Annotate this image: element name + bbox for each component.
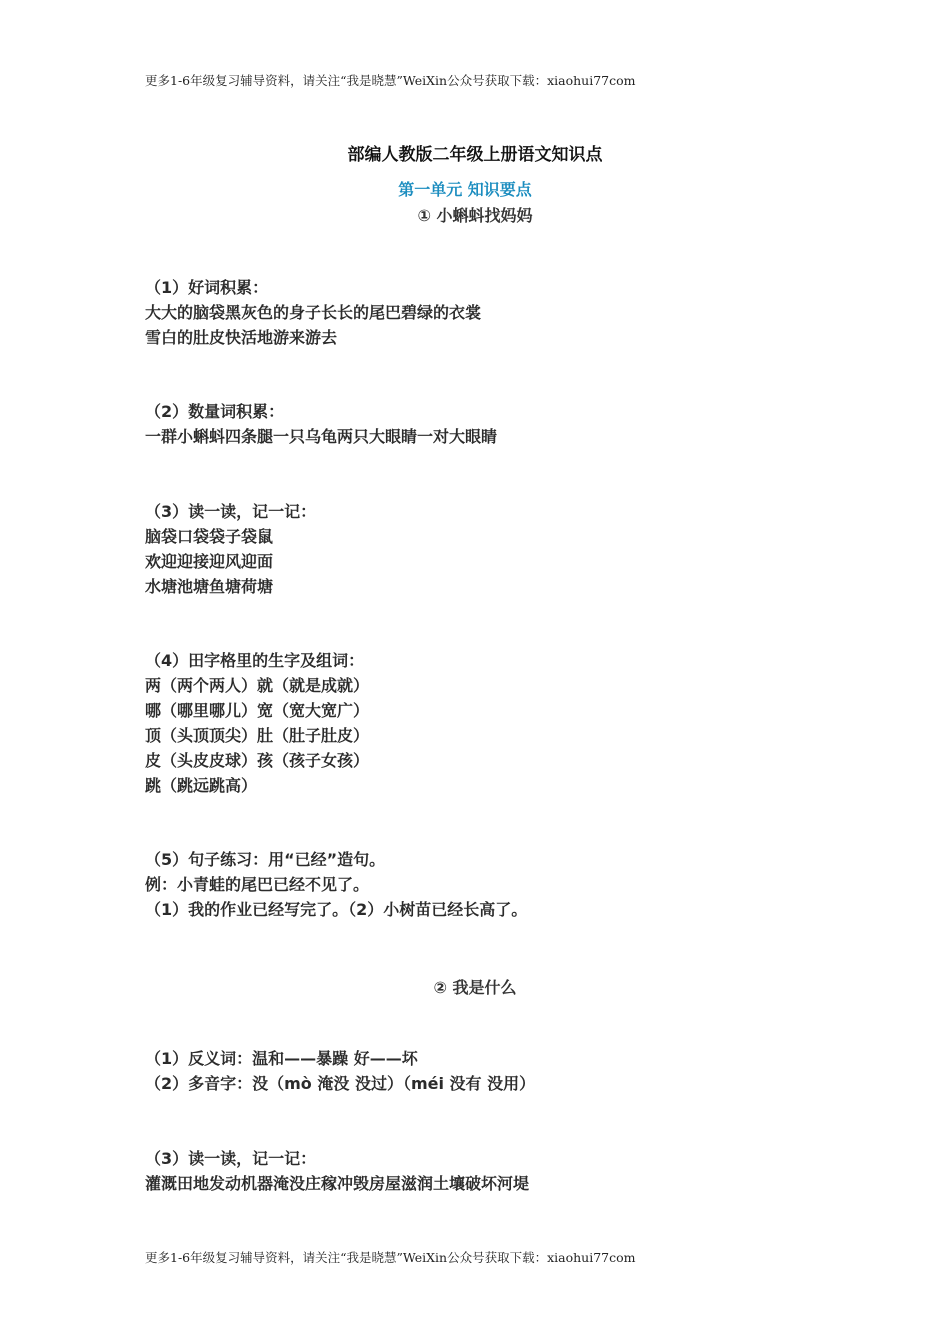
section-line: （2）多音字：没（mò 淹没 没过）（méi 没有 没用）	[145, 1074, 536, 1093]
section-line: 脑袋口袋袋子袋鼠	[145, 527, 274, 546]
lesson-1-section-3	[145, 499, 316, 599]
section-line: 灌溉田地发动机器淹没庄稼冲毁房屋滋润土壤破坏河堤	[145, 1174, 530, 1193]
section-line: 大大的脑袋黑灰色的身子长长的尾巴碧绿的衣裳	[145, 303, 482, 322]
lesson-2-section-3	[145, 1146, 529, 1196]
lesson-1-section-2	[145, 399, 497, 449]
section-line: （1）反义词：温和——暴躁 好——坏	[145, 1049, 418, 1068]
lesson-1-section-4	[145, 648, 369, 798]
lesson-2-section-1	[145, 1046, 535, 1096]
lesson-1-section-5	[145, 847, 527, 922]
document-title: 部编人教版二年级上册语文知识点	[347, 145, 603, 165]
section-line: 哪（哪里哪儿）宽（宽大宽广）	[145, 701, 370, 720]
section-line: 一群小蝌蚪四条腿一只乌龟两只大眼睛一对大眼睛	[145, 427, 498, 446]
section-line: 两（两个两人）就（就是成就）	[145, 676, 370, 695]
section-heading: （3）读一读，记一记：	[145, 1149, 317, 1168]
page-footer: 更多1-6年级复习辅导资料，请关注“我是晓慧”WeiXin公众号获取下载：xiaohui77com	[145, 1250, 636, 1265]
section-heading: （1）好词积累：	[145, 278, 269, 297]
section-heading: （5）句子练习：用“已经”造句。	[145, 850, 386, 869]
section-line: 顶（头顶顶尖）肚（肚子肚皮）	[145, 726, 370, 745]
section-line: 欢迎迎接迎风迎面	[145, 552, 274, 571]
lesson-1-section-1	[145, 275, 481, 350]
section-line: 雪白的肚皮快活地游来游去	[145, 328, 338, 347]
section-line: 跳（跳远跳高）	[145, 776, 258, 795]
lesson-1-title: ① 小蝌蚪找妈妈	[417, 206, 533, 225]
section-heading: （3）读一读，记一记：	[145, 502, 317, 521]
page-header: 更多1-6年级复习辅导资料，请关注“我是晓慧”WeiXin公众号获取下载：xiaohui77com	[145, 73, 636, 88]
section-line: 皮（头皮皮球）孩（孩子女孩）	[145, 751, 370, 770]
section-line: 例：小青蛙的尾巴已经不见了。	[145, 875, 370, 894]
unit-title: 第一单元 知识要点	[398, 180, 532, 199]
section-heading: （2）数量词积累：	[145, 402, 285, 421]
lesson-2-title: ② 我是什么	[433, 978, 517, 997]
section-line: （1）我的作业已经写完了。（2）小树苗已经长高了。	[145, 900, 528, 919]
section-heading: （4）田字格里的生字及组词：	[145, 651, 365, 670]
section-line: 水塘池塘鱼塘荷塘	[145, 577, 274, 596]
